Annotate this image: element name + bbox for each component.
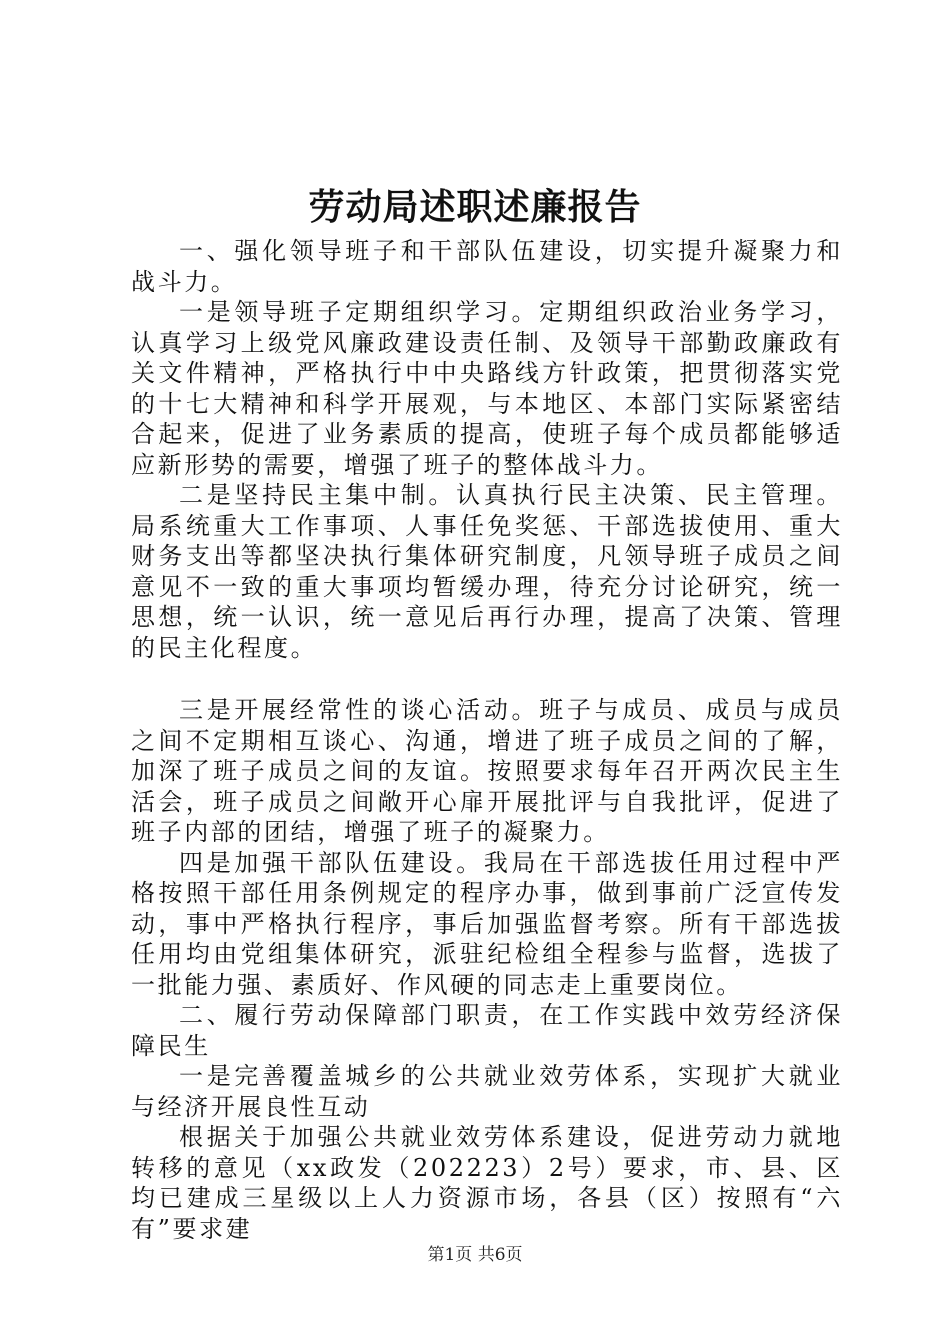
document-body	[131, 236, 843, 1244]
sub-heading: 一是完善覆盖城乡的公共就业效劳体系，实现扩大就业与经济开展良性互动	[131, 1062, 843, 1121]
document-title: 劳动局述职述廉报告	[308, 186, 642, 228]
body-paragraph: 根据关于加强公共就业效劳体系建设，促进劳动力就地转移的意见（xx政发（202223）2号）要求，市、县、区均已建成三星级以上人力资源市场，各县（区）按照有“六有”要求建	[131, 1123, 843, 1243]
section-heading: 二、履行劳动保障部门职责，在工作实践中效劳经济保障民生	[131, 1001, 843, 1060]
body-paragraph: 一是领导班子定期组织学习。定期组织政治业务学习，认真学习上级党风廉政建设责任制、及领导干部勤政廉政有关文件精神，严格执行中中央路线方针政策，把贯彻落实党的十七大精神和科学开展观，与本地区、本部门实际紧密结合起来，促进了业务素质的提高，使班子每个成员都能够适应新形势的需要，增强了班子的整体战斗力。	[131, 298, 843, 479]
page-number-footer: 第1页 共6页	[427, 1245, 523, 1265]
body-paragraph: 四是加强干部队伍建设。我局在干部选拔任用过程中严格按照干部任用条例规定的程序办事，做到事前广泛宣传发动，事中严格执行程序，事后加强监督考察。所有干部选拔任用均由党组集体研究，派驻纪检组全程参与监督，选拔了一批能力强、素质好、作风硬的同志走上重要岗位。	[131, 848, 843, 999]
body-paragraph: 二是坚持民主集中制。认真执行民主决策、民主管理。局系统重大工作事项、人事任免奖惩、干部选拔使用、重大财务支出等都坚决执行集体研究制度，凡领导班子成员之间意见不一致的重大事项均暂缓办理，待充分讨论研究，统一思想，统一认识，统一意见后再行办理，提高了决策、管理的民主化程度。	[131, 481, 843, 662]
section-heading: 一、强化领导班子和干部队伍建设，切实提升凝聚力和战斗力。	[131, 237, 843, 296]
body-paragraph: 三是开展经常性的谈心活动。班子与成员、成员与成员之间不定期相互谈心、沟通，增进了班子成员之间的了解，加深了班子成员之间的友谊。按照要求每年召开两次民主生活会，班子成员之间敞开心扉开展批评与自我批评，促进了班子内部的团结，增强了班子的凝聚力。	[131, 696, 843, 846]
